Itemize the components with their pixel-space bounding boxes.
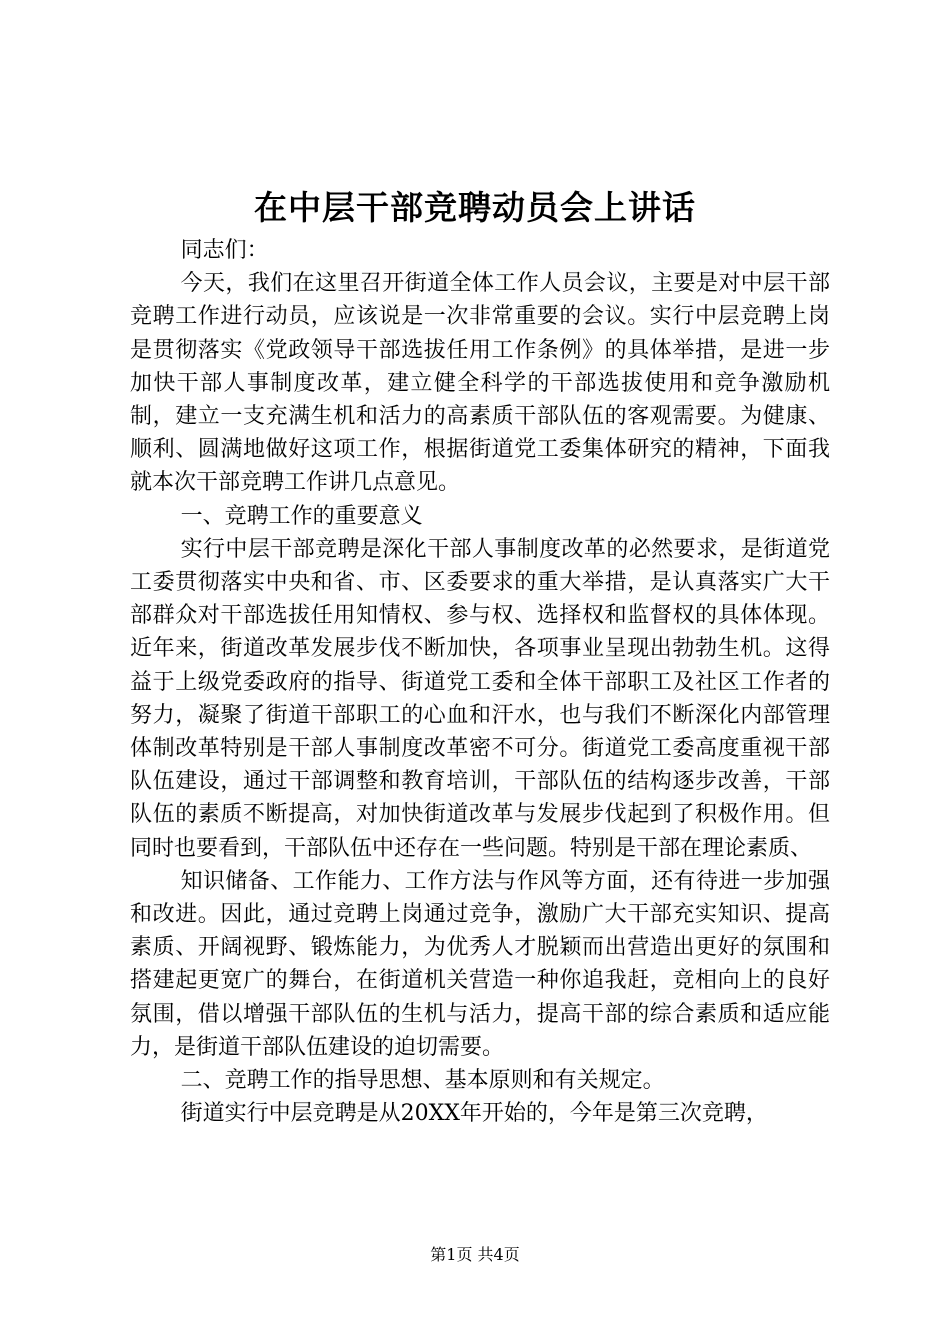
paragraph-significance: 实行中层干部竞聘是深化干部人事制度改革的必然要求，是街道党工委贯彻落实中央和省、市、区委要求的重大举措，是认真落实广大干部群众对干部选拔任用知情权、参与权、选择权和监督权的具体体现。近年来，街道改革发展步伐不断加快，各项事业呈现出勃勃生机。这得益于上级党委政府的指导、街道党工委和全体干部职工及社区工作者的努力，凝聚了街道干部职工的心血和汗水，也与我们不断深化内部管理体制改革特别是干部人事制度改革密不可分。街道党工委高度重视干部队伍建设，通过干部调整和教育培训，干部队伍的结构逐步改善，干部队伍的素质不断提高，对加快街道改革与发展步伐起到了积极作用。但同时也要看到，干部队伍中还存在一些问题。特别是干部在理论素质、 [130, 536, 830, 861]
paragraph-history: 街道实行中层竞聘是从20XX年开始的，今年是第三次竞聘， [180, 1101, 768, 1127]
section-heading-1: 一、竞聘工作的重要意义 [180, 503, 423, 529]
page-number-footer: 第1页 共4页 [430, 1245, 520, 1264]
document-title: 在中层干部竞聘动员会上讲话 [254, 188, 696, 227]
paragraph-significance-cont: 知识储备、工作能力、工作方法与作风等方面，还有待进一步加强和改进。因此，通过竞聘上岗通过竞争，激励广大干部充实知识、提高素质、开阔视野、锻炼能力，为优秀人才脱颖而出营造出更好的氛围和搭建起更宽广的舞台，在街道机关营造一种你追我赶，竞相向上的良好氛围，借以增强干部队伍的生机与活力，提高干部的综合素质和适应能力，是街道干部队伍建设的迫切需要。 [130, 868, 830, 1060]
section-heading-2: 二、竞聘工作的指导思想、基本原则和有关规定。 [180, 1068, 665, 1094]
salutation: 同志们： [180, 238, 269, 263]
document-body [130, 234, 830, 1130]
paragraph-intro: 今天，我们在这里召开街道全体工作人员会议，主要是对中层干部竞聘工作进行动员，应该说是一次非常重要的会议。实行中层竞聘上岗是贯彻落实《党政领导干部选拔任用工作条例》的具体举措，是进一步加快干部人事制度改革，建立健全科学的干部选拔使用和竞争激励机制，建立一支充满生机和活力的高素质干部队伍的客观需要。为健康、顺利、圆满地做好这项工作，根据街道党工委集体研究的精神，下面我就本次干部竞聘工作讲几点意见。 [130, 271, 830, 496]
